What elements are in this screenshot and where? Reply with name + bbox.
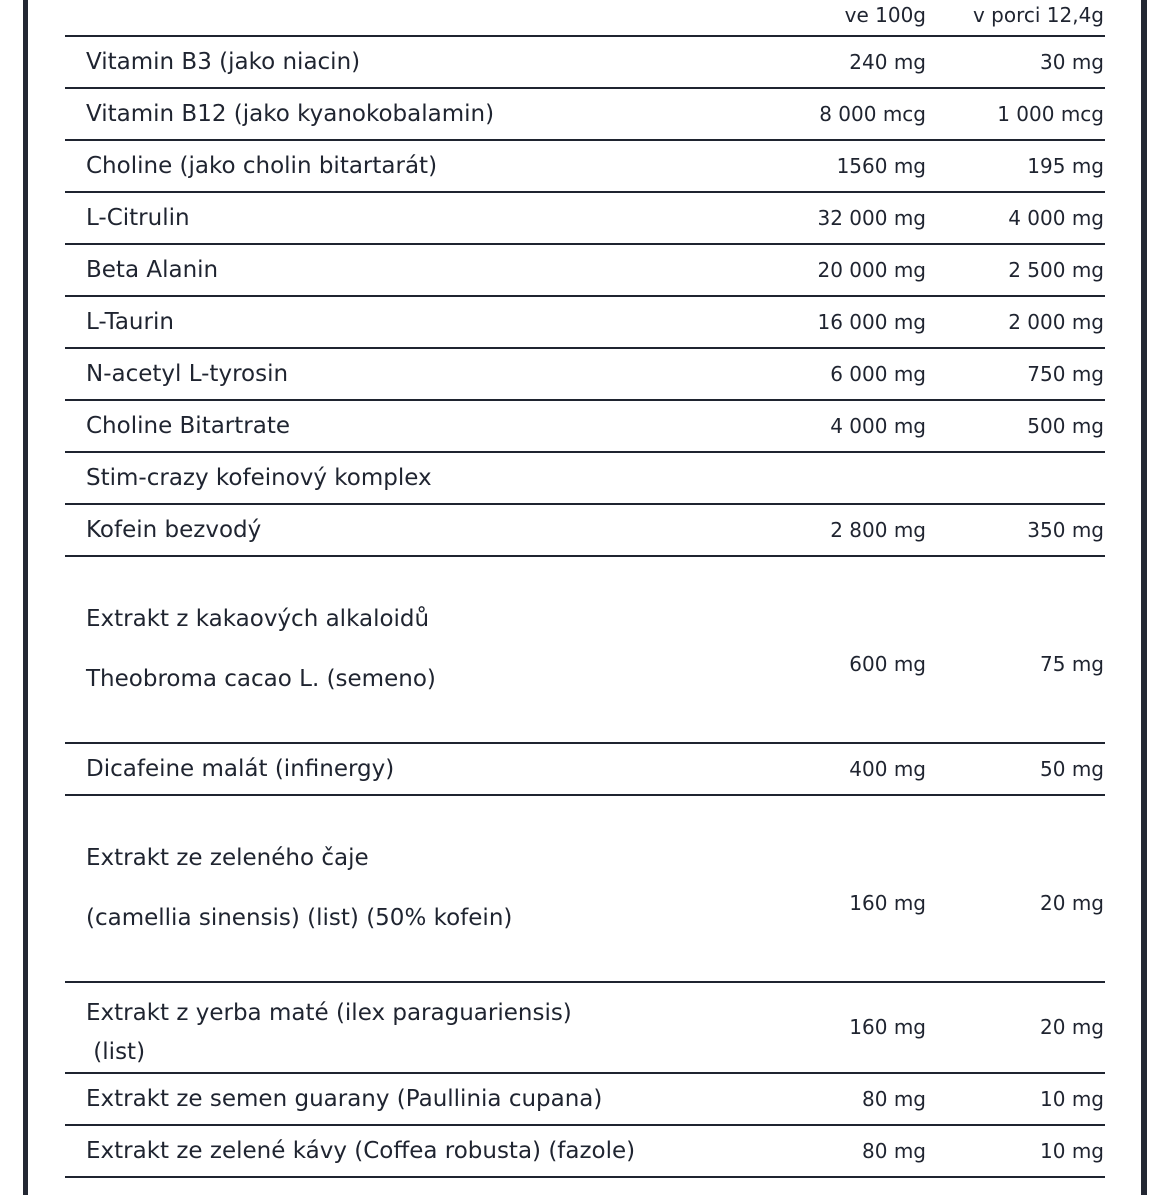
table-row: [65, 453, 1105, 505]
table-row: [65, 141, 1105, 193]
header-per-100g: ve 100g: [844, 3, 926, 27]
amount-per-100g: 80 mg: [862, 1087, 926, 1111]
ingredient-name: [86, 1126, 635, 1176]
ingredient-name: [86, 349, 288, 399]
ingredient-name-line: Choline (jako cholin bitartarát): [86, 153, 438, 179]
amount-per-serving: 2 500 mg: [1008, 258, 1104, 282]
ingredient-name-line: Kofein bezvodý: [86, 517, 262, 543]
ingredient-name: [86, 994, 572, 1072]
table-body: [65, 37, 1105, 1178]
amount-per-serving: 750 mg: [1027, 362, 1104, 386]
amount-per-100g: 80 mg: [862, 1139, 926, 1163]
amount-per-serving: 500 mg: [1027, 414, 1104, 438]
ingredient-name-line: N-acetyl L-tyrosin: [86, 361, 289, 387]
amount-per-serving: 20 mg: [1040, 891, 1104, 915]
table-header: [65, 0, 1105, 37]
nutrition-table: [65, 0, 1105, 1178]
amount-per-100g: 2 800 mg: [830, 518, 926, 542]
amount-per-100g: 8 000 mcg: [819, 102, 926, 126]
table-row: [65, 505, 1105, 557]
ingredient-name-line: Vitamin B3 (jako niacin): [86, 49, 361, 75]
ingredient-name-line: Extrakt ze zeleného čaje: [86, 845, 369, 871]
ingredient-name-line: Dicafeine malát (infinergy): [86, 756, 395, 782]
amount-per-serving: 10 mg: [1040, 1139, 1104, 1163]
amount-per-serving: 2 000 mg: [1008, 310, 1104, 334]
amount-per-100g: 32 000 mg: [817, 206, 926, 230]
table-row: [65, 796, 1105, 983]
amount-per-100g: 400 mg: [849, 757, 926, 781]
amount-per-100g: 4 000 mg: [830, 414, 926, 438]
ingredient-name: [86, 401, 290, 451]
left-frame-border: [23, 0, 28, 1195]
amount-per-serving: 1 000 mcg: [997, 102, 1104, 126]
ingredient-name-line: Beta Alanin: [86, 257, 219, 283]
ingredient-name: [86, 141, 437, 191]
ingredient-name: [86, 1074, 602, 1124]
ingredient-name: [86, 453, 432, 503]
table-row: [65, 1126, 1105, 1178]
amount-per-100g: 16 000 mg: [817, 310, 926, 334]
ingredient-name: [86, 37, 360, 87]
header-per-serving: v porci 12,4g: [972, 3, 1104, 27]
table-row: [65, 1074, 1105, 1126]
ingredient-name: [86, 297, 174, 347]
ingredient-name: [86, 828, 512, 948]
amount-per-serving: 350 mg: [1027, 518, 1104, 542]
table-row: [65, 297, 1105, 349]
ingredient-name-line-2: Theobroma cacao L. (semeno): [86, 666, 436, 692]
amount-per-serving: 4 000 mg: [1008, 206, 1104, 230]
amount-per-serving: 195 mg: [1027, 154, 1104, 178]
amount-per-serving: 30 mg: [1040, 50, 1104, 74]
ingredient-name-line: Extrakt z kakaových alkaloidů: [86, 606, 430, 632]
table-row: [65, 193, 1105, 245]
amount-per-serving: 75 mg: [1040, 652, 1104, 676]
ingredient-name-line: Extrakt ze zelené kávy (Coffea robusta) (fazole): [86, 1138, 636, 1164]
amount-per-100g: 6 000 mg: [830, 362, 926, 386]
ingredient-name-line: L-Citrulin: [86, 205, 190, 231]
ingredient-name: [86, 589, 436, 709]
ingredient-name-line: L-Taurin: [86, 309, 174, 335]
ingredient-name-line-2: (camellia sinensis) (list) (50% kofein): [86, 905, 513, 931]
amount-per-100g: 20 000 mg: [817, 258, 926, 282]
table-row: [65, 349, 1105, 401]
ingredient-name-line: Choline Bitartrate: [86, 413, 291, 439]
table-row: [65, 744, 1105, 796]
ingredient-name-line: Stim-crazy kofeinový komplex: [86, 465, 432, 491]
amount-per-serving: 50 mg: [1040, 757, 1104, 781]
table-row: [65, 983, 1105, 1074]
amount-per-100g: 240 mg: [849, 50, 926, 74]
amount-per-100g: 600 mg: [849, 652, 926, 676]
ingredient-name-line: Vitamin B12 (jako kyanokobalamin): [86, 101, 495, 127]
amount-per-100g: 1560 mg: [836, 154, 926, 178]
ingredient-name-line: Extrakt ze semen guarany (Paullinia cupana): [86, 1086, 603, 1112]
ingredient-name: [86, 193, 190, 243]
amount-per-serving: 20 mg: [1040, 1015, 1104, 1039]
table-row: [65, 401, 1105, 453]
ingredient-name: [86, 744, 394, 794]
ingredient-name: [86, 89, 494, 139]
ingredient-name-line-2: (list): [86, 1039, 146, 1065]
amount-per-100g: 160 mg: [849, 891, 926, 915]
right-frame-border: [1141, 0, 1147, 1195]
ingredient-name: [86, 245, 218, 295]
table-row: [65, 557, 1105, 744]
amount-per-serving: 10 mg: [1040, 1087, 1104, 1111]
ingredient-name: [86, 505, 261, 555]
table-row: [65, 37, 1105, 89]
amount-per-100g: 160 mg: [849, 1015, 926, 1039]
table-row: [65, 89, 1105, 141]
ingredient-name-line: Extrakt z yerba maté (ilex paraguariensis): [86, 1000, 572, 1026]
table-row: [65, 245, 1105, 297]
